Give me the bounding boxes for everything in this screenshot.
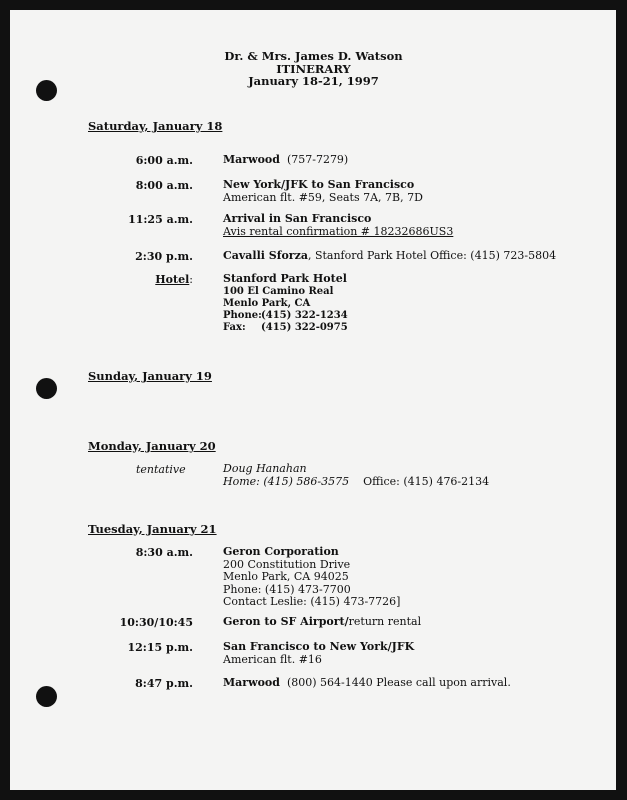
entry-name: Geron to SF Airport/ xyxy=(223,615,349,628)
entry-monday xyxy=(223,463,489,488)
day-heading-saturday: Saturday, January 18 xyxy=(88,119,223,133)
entry-sat-3 xyxy=(223,213,453,238)
hotel-fax-label: Fax: xyxy=(223,321,246,333)
hotel-fax xyxy=(223,322,348,334)
entry-name: New York/JFK to San Francisco xyxy=(223,178,415,191)
entry-name: San Francisco to New York/JFK xyxy=(223,640,415,653)
time-tue-1: 8:30 a.m. xyxy=(135,546,193,559)
contact-line xyxy=(223,476,489,489)
hotel-label-colon: : xyxy=(189,273,193,286)
hotel-label: Hotel xyxy=(155,273,190,286)
day-heading-tuesday: Tuesday, January 21 xyxy=(88,522,217,536)
entry-name: Arrival in San Francisco xyxy=(223,212,372,225)
hotel-phone-value: (415) 322-1234 xyxy=(261,309,348,321)
entry-street: 200 Constitution Drive xyxy=(223,557,351,571)
hotel-label-wrap xyxy=(100,273,193,286)
entry-detail: American flt. #59, Seats 7A, 7B, 7D xyxy=(223,190,423,204)
entry-detail: (800) 564-1440 Please call upon arrival. xyxy=(286,676,511,689)
entry-tue-4 xyxy=(223,677,511,690)
entry-sat-1 xyxy=(223,154,348,167)
home-phone: Home: (415) 586-3575 xyxy=(223,474,350,488)
header-names: Dr. & Mrs. James D. Watson xyxy=(224,49,403,63)
hotel-phone-label: Phone: xyxy=(223,309,262,321)
entry-tue-1 xyxy=(223,546,400,609)
time-sat-4: 2:30 p.m. xyxy=(135,250,193,263)
hotel-city: Menlo Park, CA xyxy=(223,297,311,309)
entry-detail: return rental xyxy=(348,615,422,628)
office-phone: Office: (415) 476-2134 xyxy=(363,474,490,488)
hotel-block xyxy=(223,273,348,334)
rental-confirmation: Avis rental confirmation # 18232686US3 xyxy=(223,224,454,238)
day-heading-sunday: Sunday, January 19 xyxy=(88,369,212,383)
entry-name: Marwood xyxy=(223,676,280,689)
binder-hole-middle xyxy=(36,378,57,399)
entry-name: Marwood xyxy=(223,153,280,166)
entry-sat-4 xyxy=(223,250,556,263)
header-title: ITINERARY xyxy=(276,62,351,76)
binder-hole-bottom xyxy=(36,686,57,707)
time-sat-1: 6:00 a.m. xyxy=(135,154,193,167)
time-sat-2: 8:00 a.m. xyxy=(135,179,193,192)
entry-name: Geron Corporation xyxy=(223,545,339,558)
time-tue-2: 10:30/10:45 xyxy=(119,616,193,629)
header-dates: January 18-21, 1997 xyxy=(248,74,379,88)
entry-contact: Contact Leslie: (415) 473-7726] xyxy=(223,595,401,608)
hotel-name: Stanford Park Hotel xyxy=(223,272,347,285)
entry-tue-2 xyxy=(223,616,421,629)
entry-city: Menlo Park, CA 94025 xyxy=(223,570,349,583)
entry-detail: (757-7279) xyxy=(286,153,349,166)
tentative-note: tentative xyxy=(136,463,186,476)
entry-sat-2 xyxy=(223,179,423,204)
time-tue-4: 8:47 p.m. xyxy=(135,677,193,690)
hotel-street: 100 El Camino Real xyxy=(223,285,334,297)
time-tue-3: 12:15 p.m. xyxy=(127,641,193,654)
entry-detail: , Stanford Park Hotel Office: (415) 723-5804 xyxy=(307,249,557,262)
person-name: Doug Hanahan xyxy=(223,462,307,475)
entry-detail: American flt. #16 xyxy=(223,652,322,666)
day-heading-monday: Monday, January 20 xyxy=(88,439,216,453)
entry-phone: Phone: (415) 473-7700 xyxy=(223,582,351,596)
entry-name: Cavalli Sforza xyxy=(223,249,308,262)
hotel-phone xyxy=(223,310,348,322)
hotel-fax-value: (415) 322-0975 xyxy=(261,321,348,333)
entry-tue-3 xyxy=(223,641,414,666)
time-sat-3: 11:25 a.m. xyxy=(128,213,193,226)
